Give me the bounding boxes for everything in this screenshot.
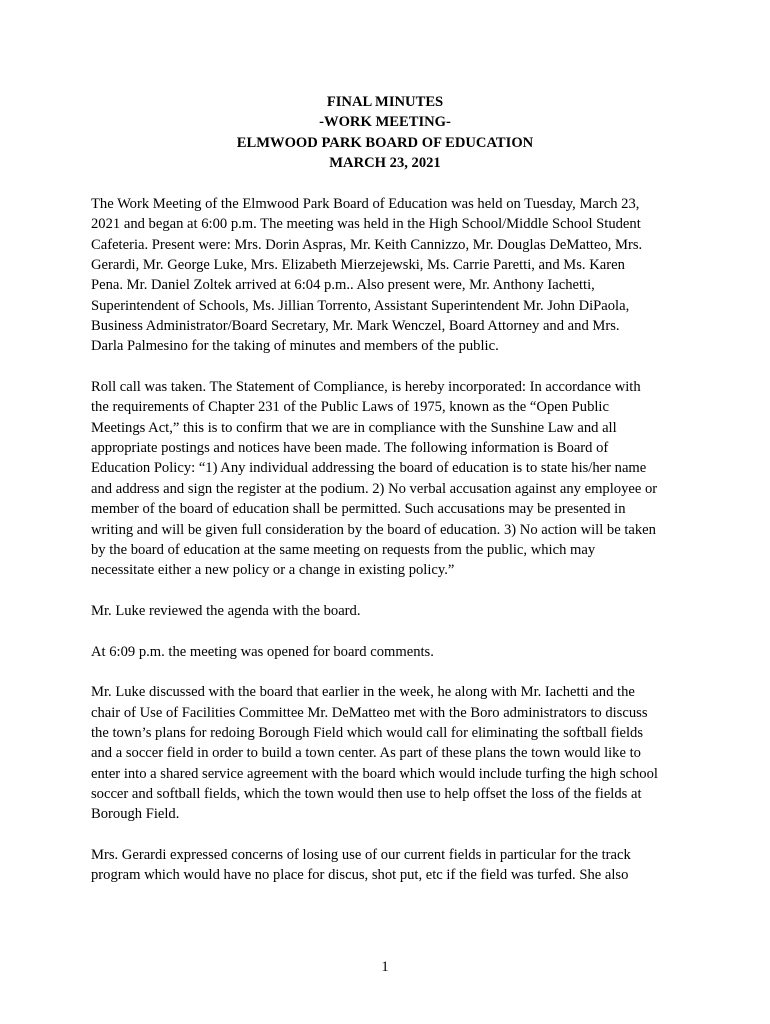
text-line: Gerardi, Mr. George Luke, Mrs. Elizabeth Mierzejewski, Ms. Carrie Paretti, and Ms. Karen xyxy=(91,257,625,274)
text-line: Mr. Luke reviewed the agenda with the board. xyxy=(91,602,361,619)
text-line: Superintendent of Schools, Ms. Jillian Torrento, Assistant Superintendent Mr. John DiPaola, xyxy=(91,297,630,314)
text-line: Business Administrator/Board Secretary, Mr. Mark Wenczel, Board Attorney and and Mrs. xyxy=(91,318,620,335)
paragraph-agenda-review xyxy=(91,601,681,621)
text-line: by the board of education at the same meeting on requests from the public, which may xyxy=(91,541,596,558)
text-line: writing and will be given full consideration by the board of education. 3) No action will be taken xyxy=(91,521,656,538)
header-date: MARCH 23, 2021 xyxy=(329,155,441,172)
header-title: FINAL MINUTES xyxy=(326,94,444,110)
text-line: member of the board of education shall be permitted. Such accusations may be presented in xyxy=(91,501,626,518)
text-line: the requirements of Chapter 231 of the Public Laws of 1975, known as the “Open Public xyxy=(91,399,609,416)
text-line: Education Policy: “1) Any individual addressing the board of education is to state his/her name xyxy=(91,460,647,477)
paragraph-board-comments xyxy=(91,642,681,662)
text-line: necessitate either a new policy or a change in existing policy.” xyxy=(91,562,455,579)
text-line: the town’s plans for redoing Borough Field which would call for eliminating the softball fields xyxy=(91,724,644,741)
text-line: Pena. Mr. Daniel Zoltek arrived at 6:04 p.m.. Also present were, Mr. Anthony Iachetti, xyxy=(91,277,595,294)
minutes-header xyxy=(0,92,770,174)
text-line: and a soccer field in order to build a town center. As part of these plans the town would like to xyxy=(91,745,641,762)
text-line: Mrs. Gerardi expressed concerns of losing use of our current fields in particular for the track xyxy=(91,847,631,863)
minutes-body xyxy=(91,194,681,906)
paragraph-borough-field xyxy=(91,682,681,824)
text-line: Darla Palmesino for the taking of minutes and members of the public. xyxy=(91,338,499,355)
header-meeting-type: -WORK MEETING- xyxy=(319,114,451,131)
header-organization: ELMWOOD PARK BOARD OF EDUCATION xyxy=(236,134,534,151)
text-line: Borough Field. xyxy=(91,806,180,823)
text-line: At 6:09 p.m. the meeting was opened for board comments. xyxy=(91,643,434,660)
text-line: Cafeteria. Present were: Mrs. Dorin Aspras, Mr. Keith Cannizzo, Mr. Douglas DeMatteo, Mrs. xyxy=(91,236,643,253)
text-line: Meetings Act,” this is to confirm that we are in compliance with the Sunshine Law and all xyxy=(91,419,617,436)
text-line: appropriate postings and notices have been made. The following information is Board of xyxy=(91,440,609,457)
paragraph-gerardi-concerns xyxy=(91,845,681,886)
text-line: Mr. Luke discussed with the board that earlier in the week, he along with Mr. Iachetti and the xyxy=(91,684,635,701)
text-line: and address and sign the register at the podium. 2) No verbal accusation against any employee or xyxy=(91,480,658,497)
text-line: Roll call was taken. The Statement of Compliance, is hereby incorporated: In accordance with xyxy=(91,379,641,396)
paragraph-attendance xyxy=(91,194,681,357)
page-number: 1 xyxy=(381,959,389,975)
text-line: 2021 and began at 6:00 p.m. The meeting was held in the High School/Middle School Student xyxy=(91,216,641,233)
text-line: chair of Use of Facilities Committee Mr. DeMatteo met with the Boro administrators to discuss xyxy=(91,704,648,721)
text-line: soccer and softball fields, which the town would then use to help offset the loss of the fields at xyxy=(91,785,642,802)
text-line: enter into a shared service agreement with the board which would include turfing the high school xyxy=(91,765,658,782)
text-line: The Work Meeting of the Elmwood Park Board of Education was held on Tuesday, March 23, xyxy=(91,196,640,212)
paragraph-roll-call xyxy=(91,377,681,580)
text-line: program which would have no place for discus, shot put, etc if the field was turfed. She also xyxy=(91,867,629,884)
